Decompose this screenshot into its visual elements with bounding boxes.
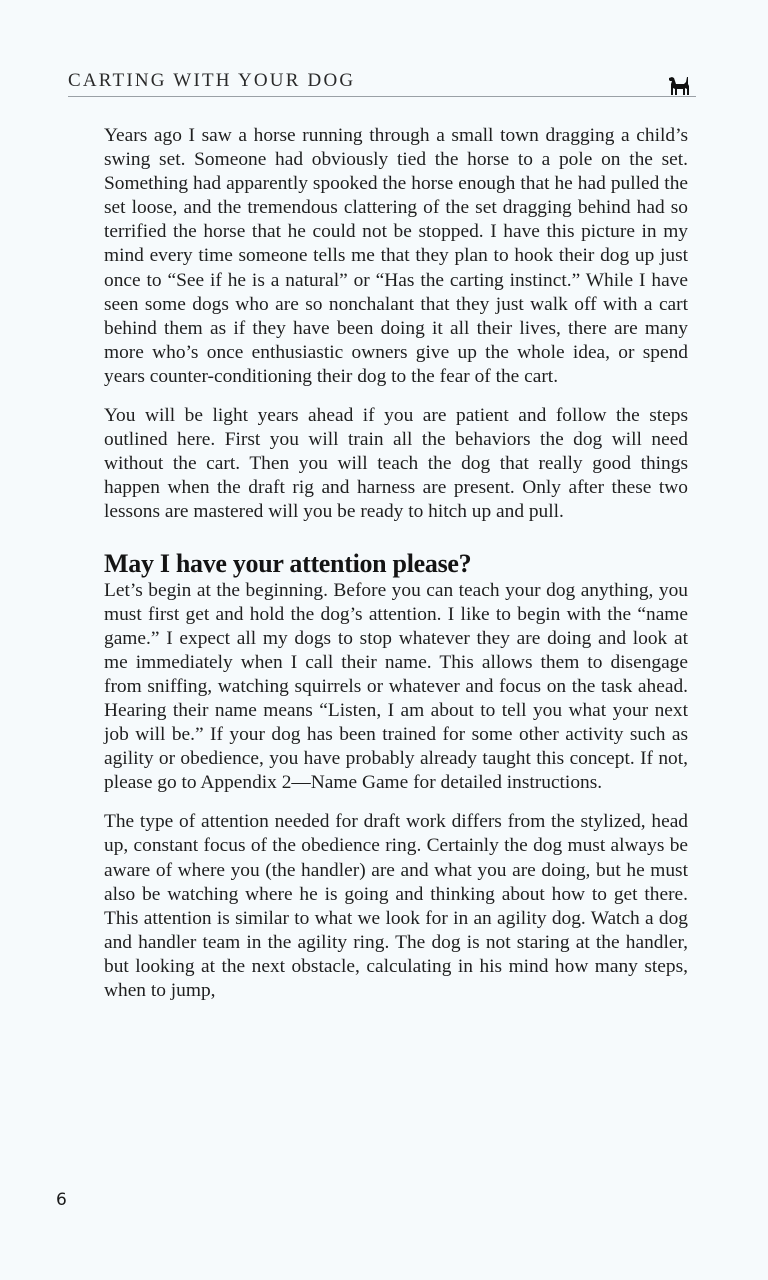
dog-icon: [668, 76, 690, 96]
paragraph-spacer: [104, 389, 688, 404]
paragraph: The type of attention needed for draft work differs from the stylized, head up, constant focus of the obedience ring. Certainly the dog must always be aware of where you (the handler) are and what you are doing, but he must also be watching where he is going and thinking about how to get there. This attention is similar to what we look for in an agility dog. Watch a dog and handler team in the agility ring. The dog is not staring at the handler, but looking at the next obstacle, calculating in his mind how many steps, when to jump,: [104, 811, 688, 1001]
paragraph: Years ago I saw a horse running through a small town dragging a child’s swing set. Someone had obviously tied the horse to a pole on the set. Something had apparently spooked the horse enough that he had pulled the set loose, and the tremendous clattering of the set dragging behind had so terrified the horse that he could not be stopped. I have this picture in my mind every time someone tells me that they plan to hook their dog up just once to “See if he is a natural” or “Has the carting instinct.” While I have seen some dogs who are so nonchalant that they just walk off with a cart behind them as if they have been doing it all their lives, there are many more who’s once enthusiastic owners give up the whole idea, or spend years counter-conditioning their dog to the fear of the cart.: [104, 125, 688, 387]
paragraph-spacer: [104, 525, 688, 549]
paragraph-spacer: [104, 795, 688, 810]
page-number: 6: [56, 1190, 67, 1210]
paragraph: You will be light years ahead if you are patient and follow the steps outlined here. First you will train all the behaviors the dog will need without the cart. Then you will teach the dog that really good things happen when the draft rig and harness are present. Only after these two lessons are mastered will you be ready to hitch up and pull.: [104, 405, 688, 523]
page-body: [104, 124, 688, 1003]
running-head: [68, 68, 696, 97]
paragraph: Let’s begin at the beginning. Before you can teach your dog anything, you must first get and hold the dog’s attention. I like to begin with the “name game.” I expect all my dogs to stop whatever they are doing and look at me immediately when I call their name. This allows them to disengage from sniffing, watching squirrels or whatever and focus on the task ahead. Hearing their name means “Listen, I am about to tell you what your next job will be.” If your dog has been trained for some other activity such as agility or obedience, you have probably already taught this concept. If not, please go to Appendix 2—Name Game for detailed instructions.: [104, 579, 688, 794]
section-heading: May I have your attention please?: [104, 548, 472, 578]
book-title: CARTING WITH YOUR DOG: [68, 70, 356, 91]
